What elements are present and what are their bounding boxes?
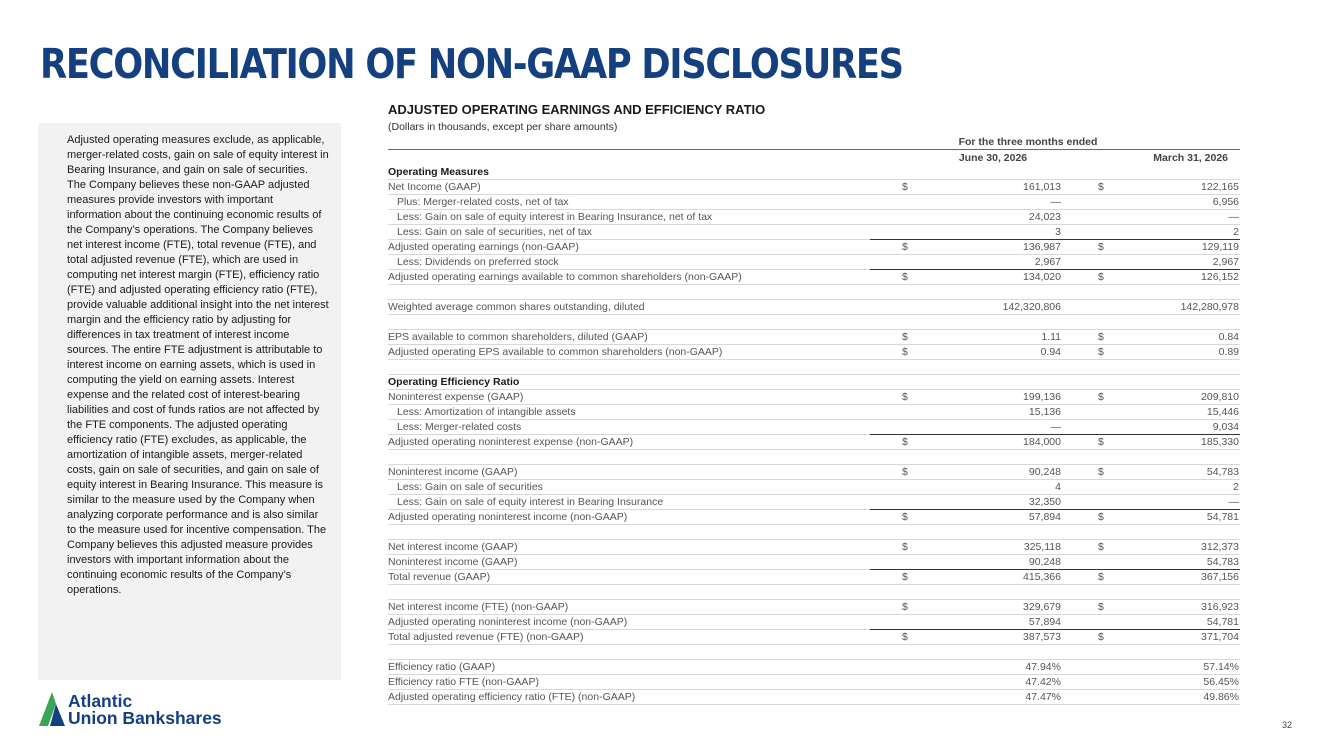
row-label: Noninterest expense (GAAP)	[388, 391, 524, 403]
table-title: ADJUSTED OPERATING EARNINGS AND EFFICIENCY RATIO	[388, 102, 766, 117]
value-march: 54,781	[1206, 616, 1239, 628]
table-row	[388, 405, 1240, 420]
row-label: Weighted average common shares outstanding, diluted	[388, 301, 645, 313]
currency-symbol: $	[902, 241, 908, 253]
value-june: 57,894	[1028, 511, 1061, 523]
row-label: Less: Gain on sale of equity interest in Bearing Insurance	[397, 496, 664, 508]
currency-symbol: $	[902, 331, 908, 343]
row-label: Less: Gain on sale of securities	[397, 481, 543, 493]
row-label: Adjusted operating noninterest expense (non-GAAP)	[388, 436, 634, 448]
currency-symbol: $	[902, 181, 908, 193]
currency-symbol: $	[1098, 631, 1104, 643]
row-label: Less: Dividends on preferred stock	[397, 256, 559, 268]
value-june: 32,350	[1028, 496, 1061, 508]
value-june: 3	[1055, 226, 1061, 238]
table-spacer-row	[388, 360, 1240, 375]
value-march: 126,152	[1201, 271, 1239, 283]
table-row	[388, 675, 1240, 690]
table-row	[388, 270, 1240, 285]
table-spacer-row	[388, 450, 1240, 465]
currency-symbol: $	[1098, 511, 1104, 523]
page-title: RECONCILIATION OF NON-GAAP DISCLOSURES	[40, 40, 903, 88]
table-spacer-row	[388, 585, 1240, 600]
value-june: 387,573	[1023, 631, 1061, 643]
value-march: —	[1228, 211, 1239, 223]
row-label: Less: Gain on sale of securities, net of tax	[397, 226, 592, 238]
value-june: —	[1050, 196, 1061, 208]
currency-symbol: $	[902, 511, 908, 523]
table-spacer-row	[388, 645, 1240, 660]
row-label: EPS available to common shareholders, diluted (GAAP)	[388, 331, 648, 343]
table-row	[388, 345, 1240, 360]
row-label: Adjusted operating efficiency ratio (FTE) (non-GAAP)	[388, 691, 636, 703]
row-label: Noninterest income (GAAP)	[388, 556, 518, 568]
currency-symbol: $	[1098, 571, 1104, 583]
table-spacer-row	[388, 285, 1240, 300]
table-row	[388, 420, 1240, 435]
value-june: 136,987	[1023, 241, 1061, 253]
table-section-header	[388, 375, 1240, 390]
value-march: 9,034	[1212, 421, 1239, 433]
table-row	[388, 240, 1240, 255]
value-march: 56.45%	[1203, 676, 1239, 688]
currency-symbol: $	[902, 571, 908, 583]
currency-symbol: $	[1098, 331, 1104, 343]
value-june: 90,248	[1028, 556, 1061, 568]
sidebar-description: Adjusted operating measures exclude, as applicable, merger-related costs, gain on sale of equity interest in Bearing Insurance, and gain on sale of securities. The Company believes these non-GAAP adjusted measures provide investors with important information about the continuing economic results of the Company’s operations. The Company believes net interest income (FTE), total revenue (FTE), and total adjusted revenue (FTE), which are used in computing net interest margin (FTE), efficiency ratio (FTE) and adjusted operating efficiency ratio (FTE), provide valuable additional insight into the net interest margin and the efficiency ratio by adjusting for differences in tax treatment of interest income sources. The entire FTE adjustment is attributable to interest income on earning assets, which is used in computing the yield on earning assets. Interest expense and the related cost of interest-bearing liabilities and cost of funds ratios are not affected by the FTE components. The adjusted operating efficiency ratio (FTE) excludes, as applicable, the amortization of intangible assets, merger-related costs, gain on sale of securities, and gain on sale of equity interest in Bearing Insurance. This measure is similar to the measure used by the Company when analyzing corporate performance and is also similar to the measure used for incentive compensation. The Company believes this adjusted measure provides investors with important information about the continuing economic results of the Company’s operations.	[67, 134, 329, 596]
currency-symbol: $	[902, 346, 908, 358]
table-row	[388, 390, 1240, 405]
currency-symbol: $	[1098, 241, 1104, 253]
value-march: 367,156	[1201, 571, 1239, 583]
value-march: 57.14%	[1203, 661, 1239, 673]
value-june: 329,679	[1023, 601, 1061, 613]
row-label: Less: Gain on sale of equity interest in Bearing Insurance, net of tax	[397, 211, 713, 223]
value-march: 6,956	[1212, 196, 1239, 208]
currency-symbol: $	[1098, 436, 1104, 448]
value-march: 129,119	[1201, 241, 1239, 253]
value-march: 54,783	[1206, 466, 1239, 478]
table-body	[388, 165, 1240, 705]
value-june: 47.42%	[1025, 676, 1061, 688]
row-label: Total adjusted revenue (FTE) (non-GAAP)	[388, 631, 584, 643]
value-june: 2,967	[1034, 256, 1061, 268]
table-row	[388, 495, 1240, 510]
row-label: Less: Merger-related costs	[397, 421, 522, 433]
value-march: 316,923	[1201, 601, 1239, 613]
table-row	[388, 480, 1240, 495]
table-spacer-row	[388, 525, 1240, 540]
value-june: 199,136	[1023, 391, 1061, 403]
currency-symbol: $	[1098, 346, 1104, 358]
value-june: 0.94	[1040, 346, 1061, 358]
company-logo	[39, 692, 269, 728]
table-row	[388, 510, 1240, 525]
column-header-march: March 31, 2026	[1153, 152, 1228, 164]
currency-symbol: $	[902, 541, 908, 553]
currency-symbol: $	[1098, 271, 1104, 283]
value-june: 47.94%	[1025, 661, 1061, 673]
row-label: Adjusted operating earnings (non-GAAP)	[388, 241, 579, 253]
value-june: —	[1050, 421, 1061, 433]
currency-symbol: $	[1098, 181, 1104, 193]
logo-mark-icon	[39, 692, 67, 726]
row-label: Adjusted operating EPS available to common shareholders (non-GAAP)	[388, 346, 723, 358]
value-march: 2	[1233, 226, 1239, 238]
value-june: 57,894	[1028, 616, 1061, 628]
page-number: 32	[1281, 720, 1292, 730]
table-row	[388, 630, 1240, 645]
value-march: 209,810	[1201, 391, 1239, 403]
table-row	[388, 210, 1240, 225]
currency-symbol: $	[1098, 601, 1104, 613]
value-march: 49.86%	[1203, 691, 1239, 703]
value-june: 15,136	[1028, 406, 1061, 418]
header-divider	[388, 149, 1240, 150]
value-march: —	[1228, 496, 1239, 508]
row-label: Adjusted operating noninterest income (non-GAAP)	[388, 511, 628, 523]
table-row	[388, 300, 1240, 315]
row-label: Efficiency ratio (GAAP)	[388, 661, 496, 673]
value-march: 2	[1233, 481, 1239, 493]
value-june: 142,320,806	[1002, 301, 1061, 313]
row-label: Adjusted operating noninterest income (non-GAAP)	[388, 616, 628, 628]
value-june: 415,366	[1023, 571, 1061, 583]
row-label: Adjusted operating earnings available to common shareholders (non-GAAP)	[388, 271, 742, 283]
table-row	[388, 255, 1240, 270]
value-march: 54,781	[1206, 511, 1239, 523]
table-row	[388, 180, 1240, 195]
currency-symbol: $	[1098, 391, 1104, 403]
currency-symbol: $	[902, 466, 908, 478]
row-label: Efficiency ratio FTE (non-GAAP)	[388, 676, 539, 688]
value-june: 134,020	[1023, 271, 1061, 283]
value-june: 90,248	[1028, 466, 1061, 478]
table-row	[388, 225, 1240, 240]
table-row	[388, 555, 1240, 570]
value-march: 15,446	[1206, 406, 1239, 418]
currency-symbol: $	[1098, 541, 1104, 553]
value-march: 2,967	[1212, 256, 1239, 268]
table-row	[388, 195, 1240, 210]
sidebar-panel	[38, 123, 341, 680]
table-section-header	[388, 165, 1240, 180]
value-march: 0.89	[1218, 346, 1239, 358]
currency-symbol: $	[902, 391, 908, 403]
value-june: 4	[1055, 481, 1061, 493]
row-label: Operating Measures	[388, 166, 489, 178]
table-row	[388, 615, 1240, 630]
currency-symbol: $	[902, 631, 908, 643]
value-march: 312,373	[1201, 541, 1239, 553]
table-row	[388, 660, 1240, 675]
table-header	[388, 135, 1240, 165]
table-row	[388, 570, 1240, 585]
period-label: For the three months ended	[958, 136, 1098, 148]
value-june: 325,118	[1023, 541, 1061, 553]
reconciliation-table	[388, 135, 1240, 705]
table-row	[388, 690, 1240, 705]
currency-symbol: $	[902, 271, 908, 283]
value-march: 142,280,978	[1180, 301, 1239, 313]
column-header-june: June 30, 2026	[958, 152, 1028, 164]
value-march: 54,783	[1206, 556, 1239, 568]
value-june: 161,013	[1023, 181, 1061, 193]
value-march: 371,704	[1201, 631, 1239, 643]
table-subtitle: (Dollars in thousands, except per share amounts)	[388, 121, 618, 133]
table-row	[388, 435, 1240, 450]
row-label: Less: Amortization of intangible assets	[397, 406, 576, 418]
value-june: 184,000	[1023, 436, 1061, 448]
table-row	[388, 540, 1240, 555]
value-june: 24,023	[1028, 211, 1061, 223]
row-label: Plus: Merger-related costs, net of tax	[397, 196, 569, 208]
logo-text-line2: Union Bankshares	[68, 708, 222, 728]
value-march: 0.84	[1218, 331, 1239, 343]
table-row	[388, 600, 1240, 615]
table-row	[388, 330, 1240, 345]
currency-symbol: $	[902, 436, 908, 448]
value-june: 1.11	[1041, 331, 1061, 343]
row-label: Operating Efficiency Ratio	[388, 376, 520, 388]
row-label: Total revenue (GAAP)	[388, 571, 491, 583]
currency-symbol: $	[1098, 466, 1104, 478]
value-march: 122,165	[1201, 181, 1239, 193]
table-row	[388, 465, 1240, 480]
value-june: 47.47%	[1025, 691, 1061, 703]
currency-symbol: $	[902, 601, 908, 613]
row-label: Net interest income (GAAP)	[388, 541, 518, 553]
row-label: Net Income (GAAP)	[388, 181, 481, 193]
value-march: 185,330	[1201, 436, 1239, 448]
row-label: Noninterest income (GAAP)	[388, 466, 518, 478]
row-label: Net interest income (FTE) (non-GAAP)	[388, 601, 569, 613]
table-spacer-row	[388, 315, 1240, 330]
logo-text-line1: Atlantic	[68, 691, 133, 711]
